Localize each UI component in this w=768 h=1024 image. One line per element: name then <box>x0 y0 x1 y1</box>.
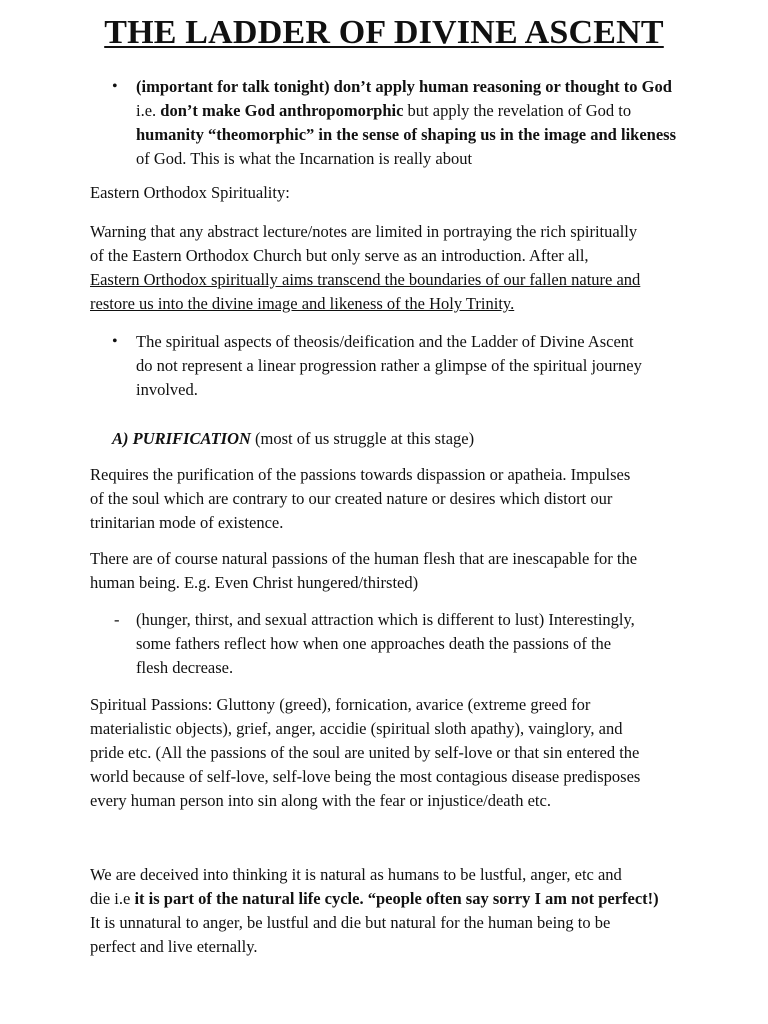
text-line: Warning that any abstract lecture/notes are limited in portraying the rich spiritually <box>90 222 638 241</box>
text-line: pride etc. (All the passions of the soul are united by self-love or that sin entered the <box>90 743 640 762</box>
bold-text: (important for talk tonight) don’t apply human reasoning or thought to God <box>136 77 672 96</box>
text-line: perfect and live eternally. <box>90 937 258 956</box>
section-label: A) PURIFICATION <box>112 429 251 448</box>
text-line: We are deceived into thinking it is natural as humans to be lustful, anger, etc and <box>90 865 622 884</box>
underlined-text: restore us into the divine image and likeness of the Holy Trinity. <box>90 294 515 313</box>
deceived-paragraph <box>90 863 690 959</box>
text-line: world because of self-love, self-love being the most contagious disease predisposes <box>90 767 641 786</box>
spiritual-passions-paragraph <box>90 693 690 813</box>
body-text: i.e. <box>136 101 161 120</box>
text-line: some fathers reflect how when one approaches death the passions of the <box>136 634 612 653</box>
section-heading: Eastern Orthodox Spirituality: <box>90 183 290 202</box>
bullet-marker: • <box>112 333 118 350</box>
dash-item <box>136 608 684 680</box>
text-line: It is unnatural to anger, be lustful and die but natural for the human being to be <box>90 913 611 932</box>
body-text: die i.e <box>90 889 135 908</box>
text-line: of the soul which are contrary to our created nature or desires which distort our <box>90 489 613 508</box>
text-line: do not represent a linear progression rather a glimpse of the spiritual journey <box>136 356 642 375</box>
requires-paragraph <box>90 463 690 535</box>
text-line: There are of course natural passions of the human flesh that are inescapable for the <box>90 549 638 568</box>
text-line: of the Eastern Orthodox Church but only serve as an introduction. After all, <box>90 246 589 265</box>
warning-paragraph <box>90 220 690 316</box>
text-line: involved. <box>136 380 198 399</box>
underlined-text: Eastern Orthodox spiritually aims transcend the boundaries of our fallen nature and <box>90 270 641 289</box>
bullet-item-reasoning <box>136 75 684 171</box>
body-text: but apply the revelation of God to <box>403 101 632 120</box>
text-line: Spiritual Passions: Gluttony (greed), fornication, avarice (extreme greed for <box>90 695 591 714</box>
text-line: every human person into sin along with the fear or injustice/death etc. <box>90 791 551 810</box>
text-line: materialistic objects), grief, anger, accidie (spiritual sloth apathy), vainglory, and <box>90 719 623 738</box>
text-line: The spiritual aspects of theosis/deification and the Ladder of Divine Ascent <box>136 332 634 351</box>
text-line: flesh decrease. <box>136 658 234 677</box>
page-title: THE LADDER OF DIVINE ASCENT <box>104 14 664 51</box>
bold-text: don’t make God anthropomorphic <box>160 101 404 120</box>
bold-text: it is part of the natural life cycle. “people often say sorry I am not perfect!) <box>134 889 659 908</box>
body-text: of God. This is what the Incarnation is really about <box>136 149 473 168</box>
text-line: (hunger, thirst, and sexual attraction which is different to lust) Interestingly, <box>136 610 635 629</box>
bullet-item-theosis <box>136 330 684 402</box>
section-a-heading <box>112 427 692 451</box>
bold-text: humanity “theomorphic” in the sense of shaping us in the image and likeness <box>136 125 676 144</box>
natural-passions-paragraph <box>90 547 690 595</box>
dash-marker: - <box>114 610 120 629</box>
text-line: human being. E.g. Even Christ hungered/thirsted) <box>90 573 419 592</box>
text-line: Requires the purification of the passions towards dispassion or apatheia. Impulses <box>90 465 631 484</box>
bullet-marker: • <box>112 78 118 95</box>
text-line: trinitarian mode of existence. <box>90 513 284 532</box>
section-note: (most of us struggle at this stage) <box>250 429 475 448</box>
